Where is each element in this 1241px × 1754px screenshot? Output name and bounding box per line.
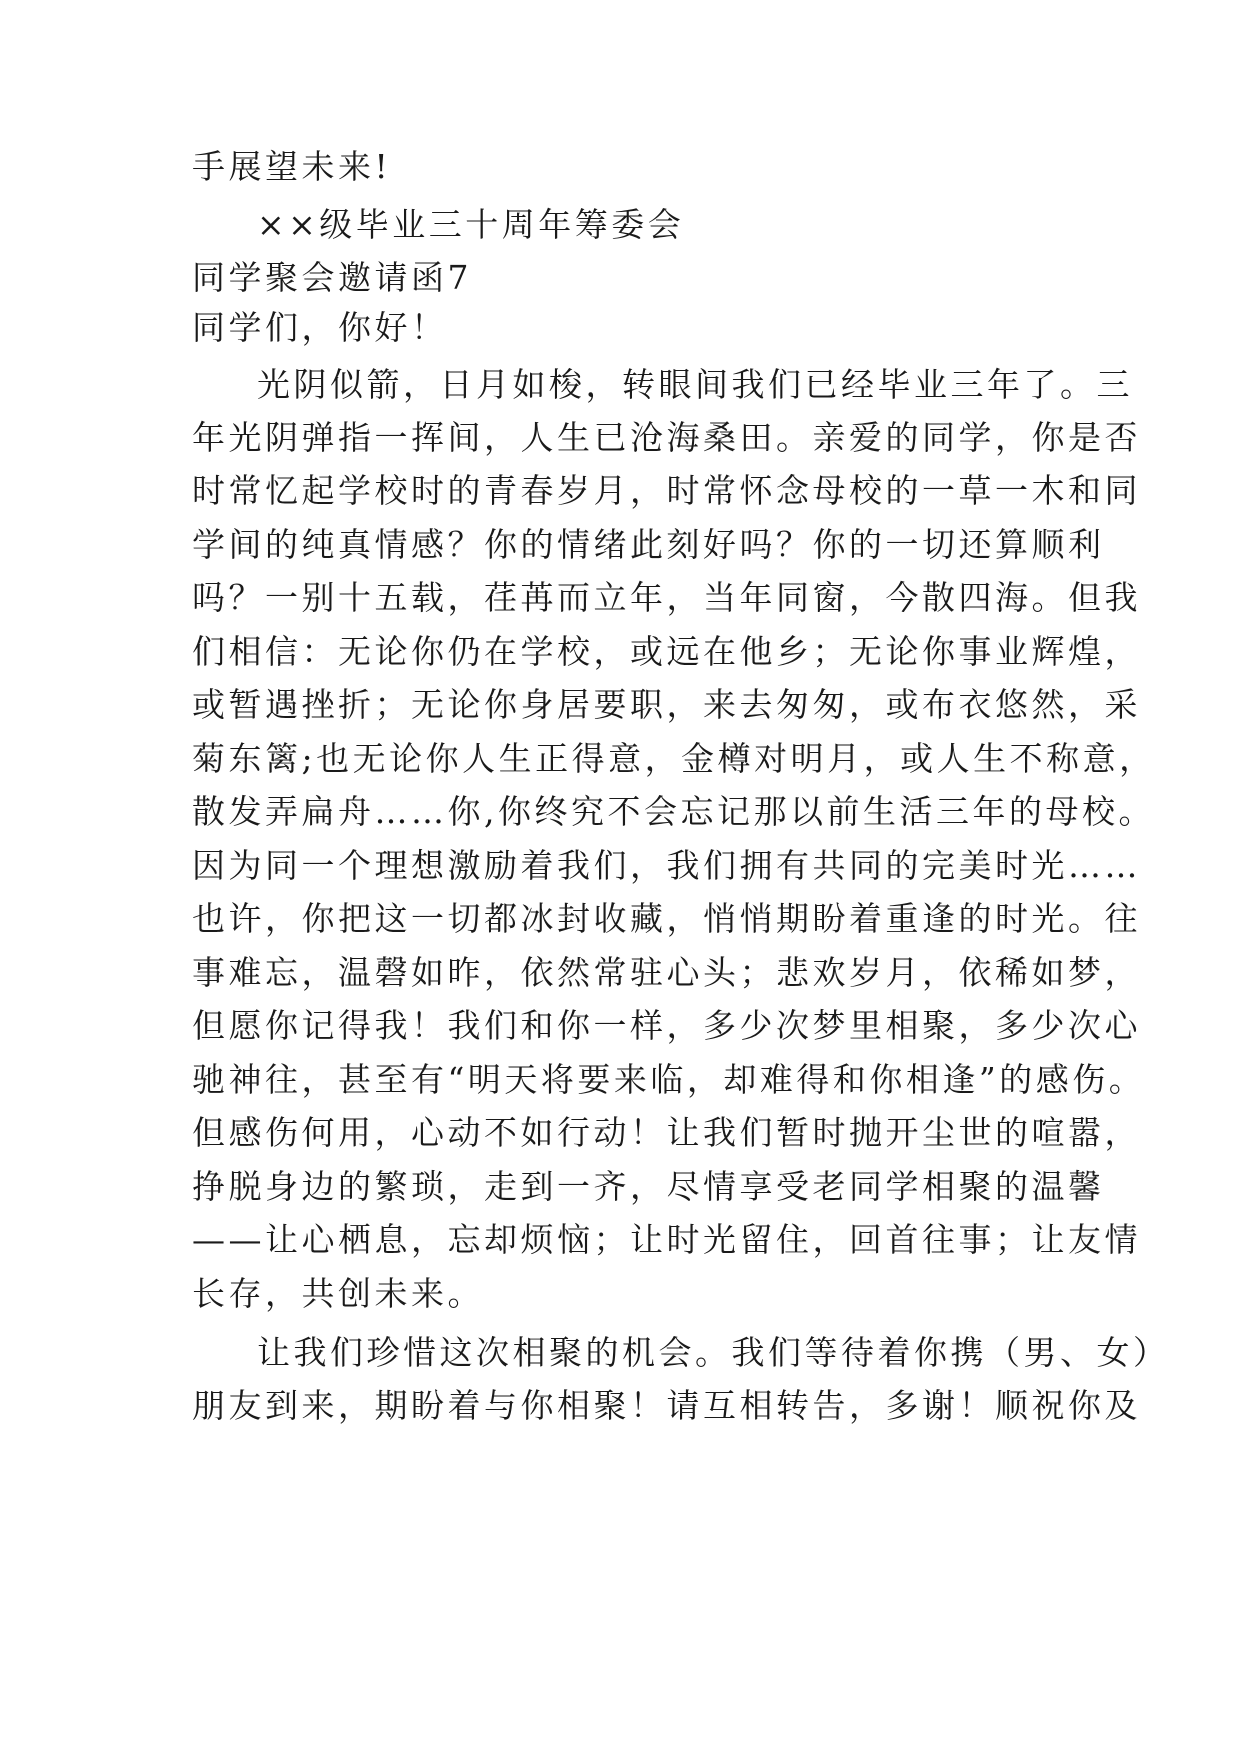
paragraph-line: 因为同一个理想激励着我们，我们拥有共同的完美时光……: [192, 846, 1141, 885]
paragraph-line: 但感伤何用，心动不如行动！让我们暂时抛开尘世的喧嚣，: [192, 1113, 1141, 1152]
paragraph-line: 驰神往，甚至有“明天将要来临，却难得和你相逢”的感伤。: [192, 1060, 1146, 1099]
paragraph-line: 或暂遇挫折；无论你身居要职，来去匆匆，或布衣悠然，采: [192, 685, 1141, 724]
paragraph-line: ——让心栖息，忘却烦恼；让时光留住，回首往事；让友情: [192, 1220, 1141, 1259]
paragraph-line: 挣脱身边的繁琐，走到一齐，尽情享受老同学相聚的温馨: [192, 1167, 1105, 1206]
paragraph-line: 长存，共创未来。: [192, 1274, 484, 1313]
paragraph-line: 吗？一别十五载，荏苒而立年，当年同窗，今散四海。但我: [192, 578, 1141, 617]
text-line: 手展望未来!: [192, 147, 392, 186]
salutation: 同学们，你好！: [192, 308, 448, 347]
paragraph-line: 也许，你把这一切都冰封收藏，悄悄期盼着重逢的时光。往: [192, 899, 1141, 938]
paragraph-line: 光阴似箭，日月如梭，转眼间我们已经毕业三年了。三: [257, 365, 1133, 404]
paragraph-line: 事难忘，温磬如昨，依然常驻心头；悲欢岁月，依稀如梦，: [192, 953, 1141, 992]
committee-signature: ××级毕业三十周年筹委会: [257, 205, 685, 244]
paragraph-line: 时常忆起学校时的青春岁月，时常怀念母校的一草一木和同: [192, 471, 1141, 510]
paragraph-line: 年光阴弹指一挥间，人生已沧海桑田。亲爱的同学，你是否: [192, 418, 1141, 457]
paragraph-line: 让我们珍惜这次相聚的机会。我们等待着你携（男、女）: [257, 1333, 1170, 1372]
paragraph-line: 散发弄扁舟……你,你终究不会忘记那以前生活三年的母校。: [192, 792, 1155, 831]
paragraph-line: 菊东篱;也无论你人生正得意，金樽对明月，或人生不称意，: [192, 739, 1156, 778]
paragraph-line: 们相信：无论你仍在学校，或远在他乡；无论你事业辉煌，: [192, 632, 1141, 671]
section-title: 同学聚会邀请函7: [192, 258, 472, 297]
paragraph-line: 朋友到来，期盼着与你相聚！请互相转告，多谢！顺祝你及: [192, 1386, 1141, 1425]
paragraph-line: 但愿你记得我！我们和你一样，多少次梦里相聚，多少次心: [192, 1006, 1141, 1045]
paragraph-line: 学间的纯真情感？你的情绪此刻好吗？你的一切还算顺利: [192, 525, 1105, 564]
